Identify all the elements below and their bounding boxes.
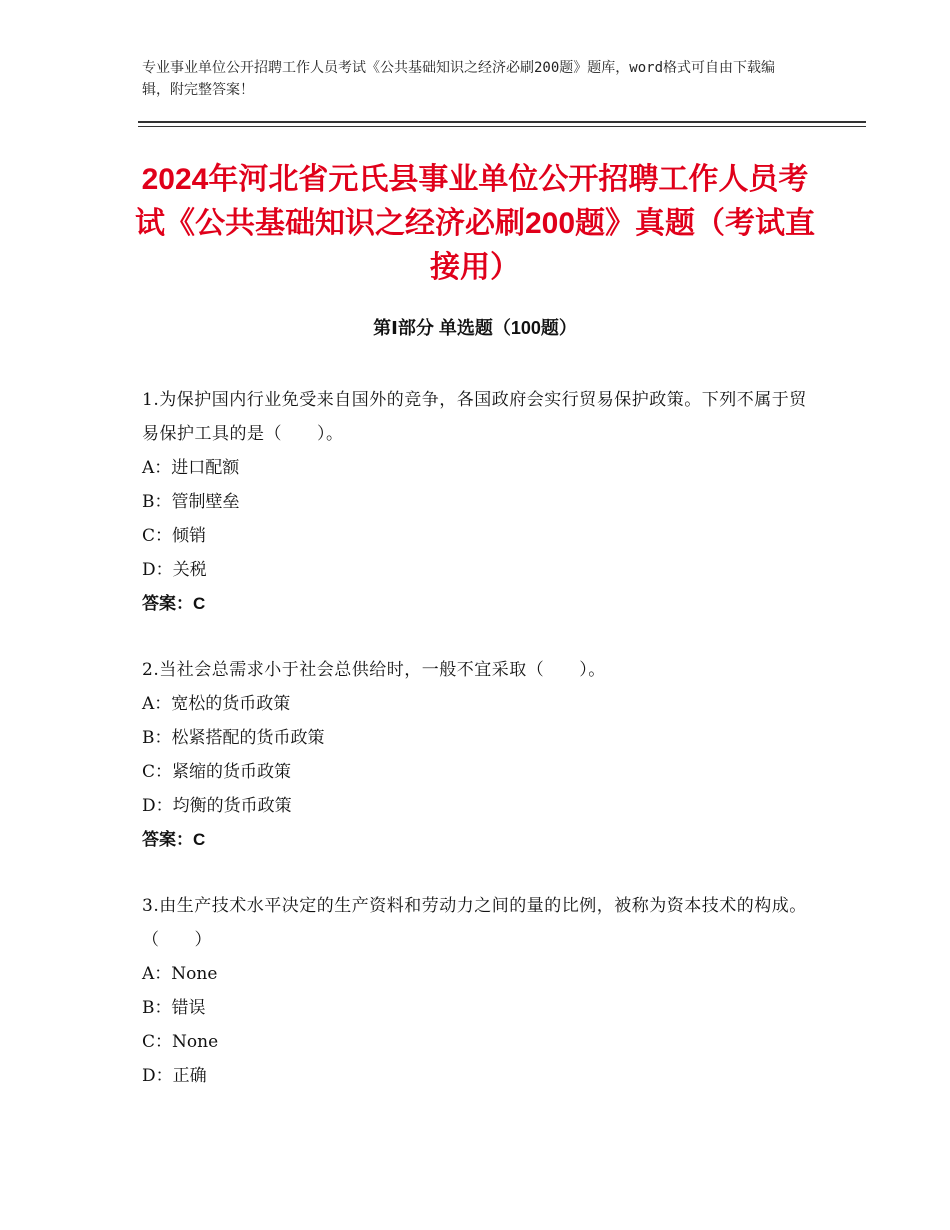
option-b: B：错误: [142, 998, 206, 1018]
option-b: B：管制壁垒: [142, 492, 240, 512]
question-1: [142, 383, 807, 621]
question-list: [142, 383, 807, 1125]
option-c: C：紧缩的货币政策: [142, 762, 292, 782]
answer-line: 答案：C: [142, 830, 206, 849]
question-2: [142, 653, 807, 857]
header-divider-thick: [138, 121, 866, 123]
option-c: C：None: [142, 1032, 219, 1052]
question-stem: 3.由生产技术水平决定的生产资料和劳动力之间的量的比例，被称为资本技术的构成。（ ）: [142, 896, 807, 950]
question-stem: 2.当社会总需求小于社会总供给时，一般不宜采取（ ）。: [142, 660, 606, 680]
question-3: [142, 889, 807, 1093]
option-a: A：宽松的货币政策: [142, 694, 291, 714]
answer-line: 答案：C: [142, 594, 206, 613]
header-divider-thin: [138, 126, 866, 127]
option-b: B：松紧搭配的货币政策: [142, 728, 325, 748]
option-d: D：关税: [142, 560, 207, 580]
question-stem: 1.为保护国内行业免受来自国外的竞争，各国政府会实行贸易保护政策。下列不属于贸易保护工具的是（ ）。: [142, 390, 807, 444]
option-c: C：倾销: [142, 526, 207, 546]
option-a: A：None: [142, 964, 218, 984]
header-note: 专业事业单位公开招聘工作人员考试《公共基础知识之经济必刷200题》题库，word格式可自由下载编辑，附完整答案！: [142, 60, 775, 98]
option-d: D：均衡的货币政策: [142, 796, 292, 816]
document-title: 2024年河北省元氏县事业单位公开招聘工作人员考试《公共基础知识之经济必刷200题》真题（考试直接用）: [134, 163, 816, 284]
option-a: A：进口配额: [142, 458, 240, 478]
option-d: D：正确: [142, 1066, 207, 1086]
section-title: 第Ⅰ部分 单选题（100题）: [373, 318, 577, 338]
